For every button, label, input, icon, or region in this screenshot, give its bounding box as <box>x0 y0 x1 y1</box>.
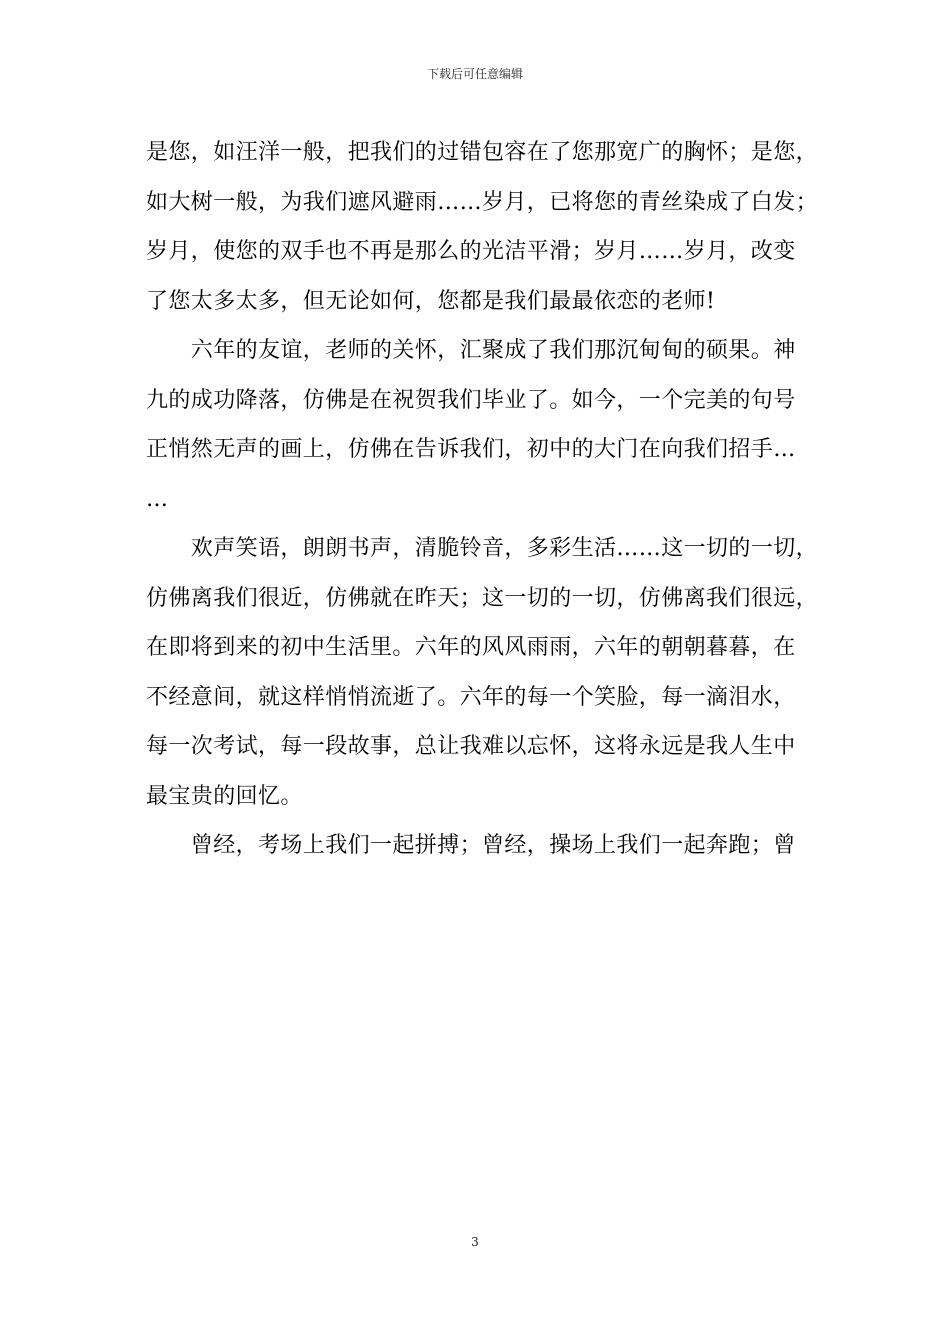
paragraph <box>146 524 819 821</box>
text-line: 岁月，使您的双手也不再是那么的光洁平滑；岁月……岁月，改变 <box>146 239 796 264</box>
text-line: 每一次考试，每一段故事，总让我难以忘怀，这将永远是我人生中 <box>146 734 796 759</box>
text-line: 欢声笑语，朗朗书声，清脆铃音，多彩生活……这一切的一切， <box>146 536 819 561</box>
text-line: 六年的友谊，老师的关怀，汇聚成了我们那沉甸甸的硕果。神 <box>146 338 796 363</box>
paragraph <box>146 326 806 524</box>
page-number: 3 <box>471 1235 479 1249</box>
text-line: 正悄然无声的画上，仿佛在告诉我们，初中的大门在向我们招手… <box>146 437 796 462</box>
text-line: 不经意间，就这样悄悄流逝了。六年的每一个笑脸，每一滴泪水， <box>146 684 796 710</box>
text-line: 如大树一般，为我们遮风避雨……岁月，已将您的青丝染成了白发； <box>146 189 819 215</box>
paragraph <box>146 821 806 871</box>
text-line: 仿佛离我们很近，仿佛就在昨天；这一切的一切，仿佛离我们很远， <box>146 585 819 611</box>
text-line: 九的成功降落，仿佛是在祝贺我们毕业了。如今，一个完美的句号 <box>146 387 796 413</box>
text-line: 是您，如汪洋一般，把我们的过错包容在了您那宽广的胸怀；是您， <box>146 140 819 165</box>
paragraph <box>146 128 819 326</box>
text-line: … <box>146 486 169 512</box>
document-body <box>146 128 819 871</box>
page-header: 下载后可任意编辑 <box>426 67 523 81</box>
text-line: 在即将到来的初中生活里。六年的风风雨雨，六年的朝朝暮暮，在 <box>146 635 796 660</box>
text-line: 了您太多太多，但无论如何，您都是我们最最依恋的老师! <box>146 288 716 314</box>
text-line: 曾经，考场上我们一起拼搏；曾经，操场上我们一起奔跑；曾 <box>146 833 796 858</box>
text-line: 最宝贵的回忆。 <box>146 783 303 809</box>
